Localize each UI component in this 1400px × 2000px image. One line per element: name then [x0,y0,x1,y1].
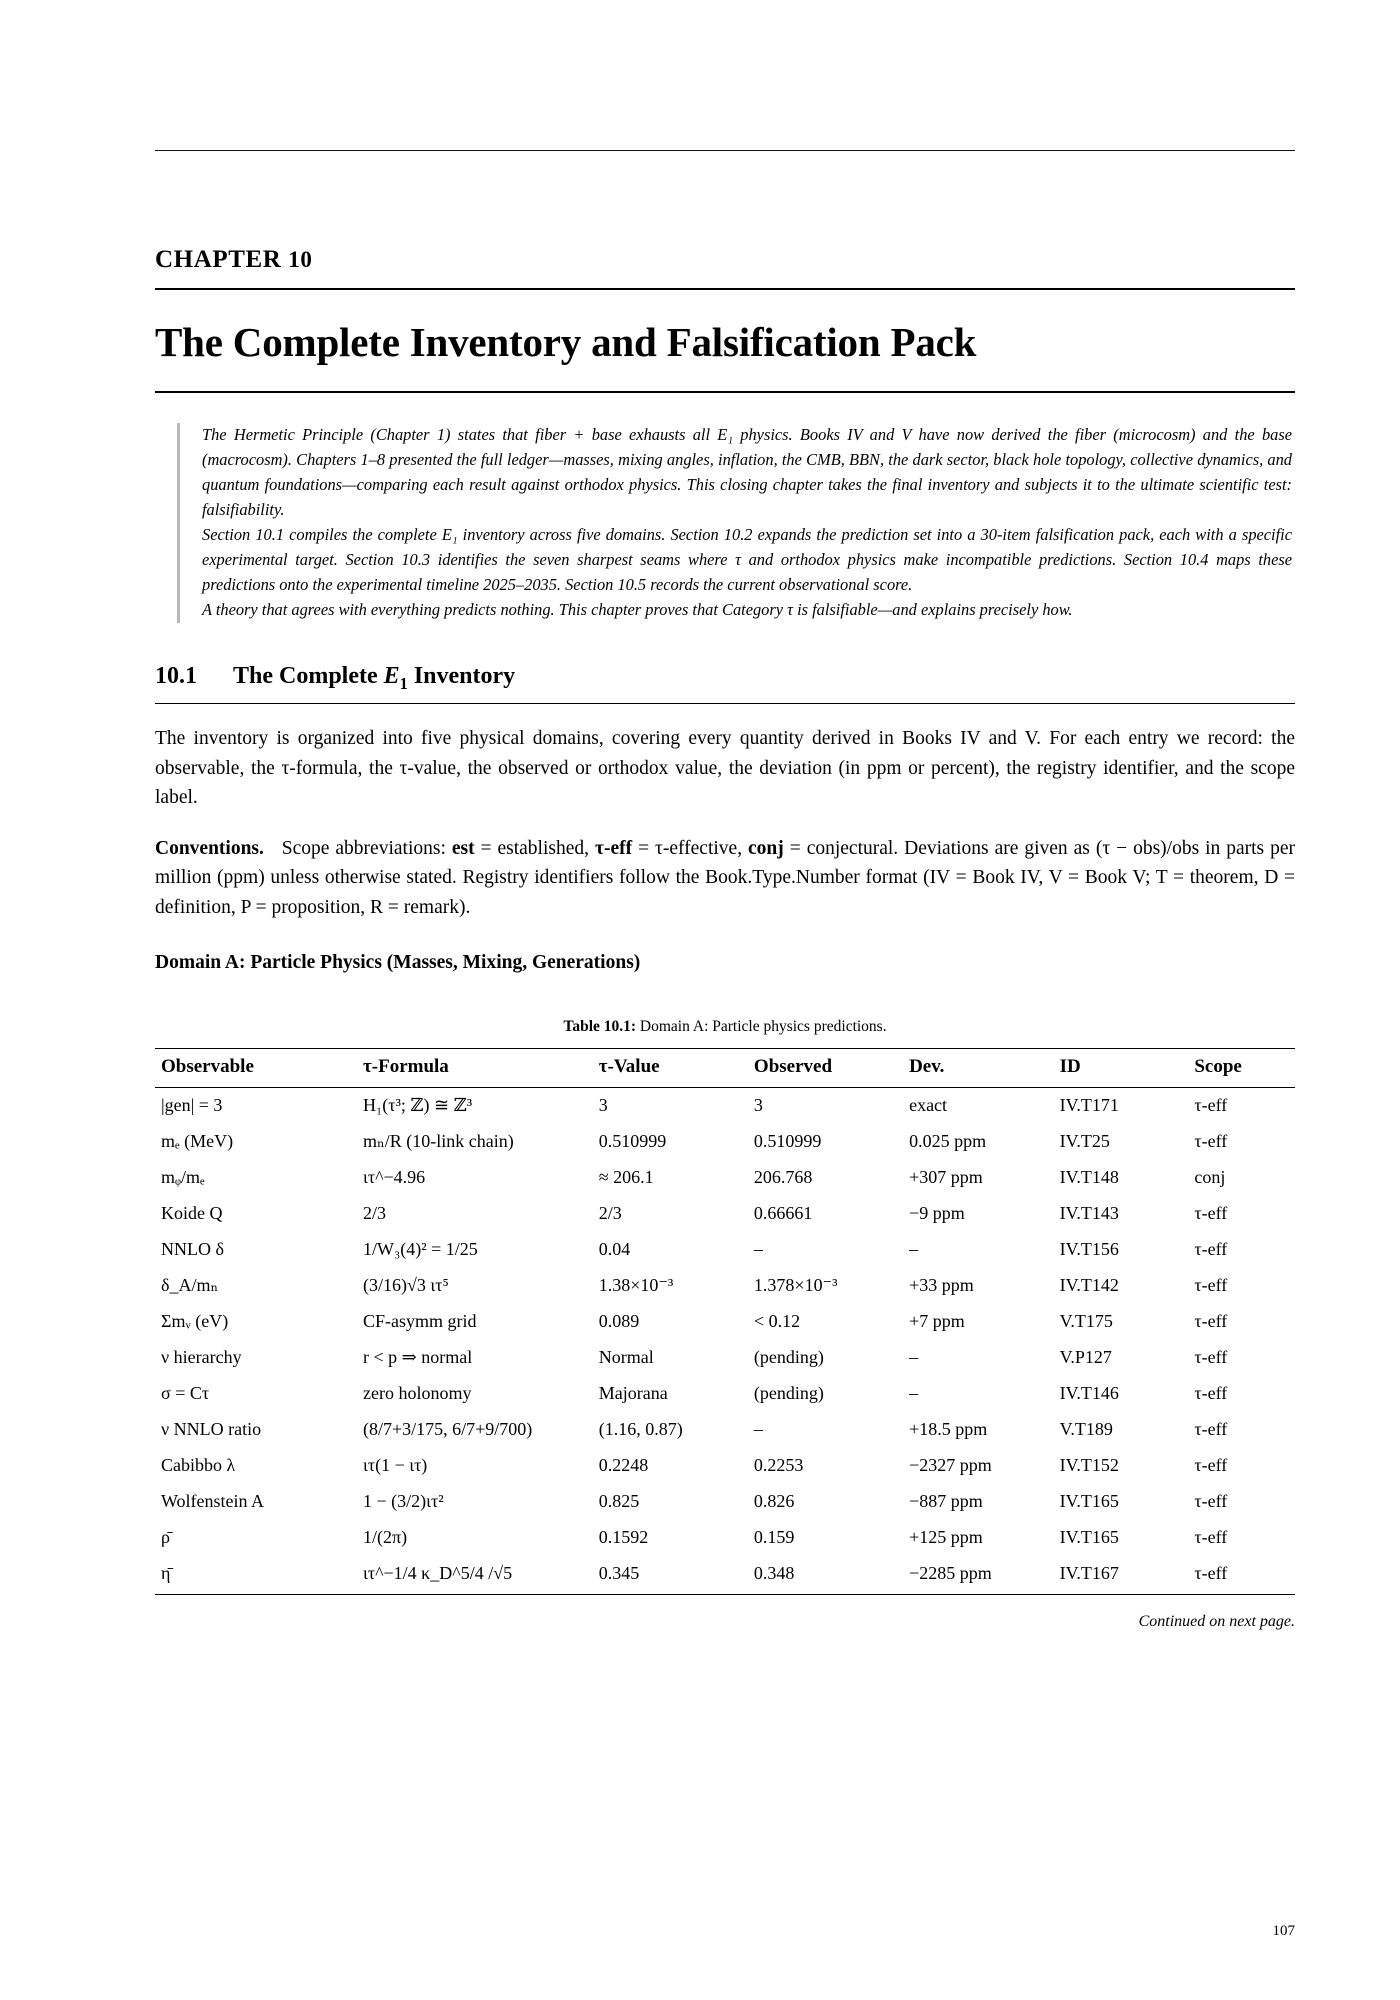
cell-observed: 0.66661 [753,1203,813,1224]
table-row [155,1232,1295,1268]
cell-observable: |gen| = 3 [161,1095,223,1116]
section-title-pre: The Complete [233,662,384,689]
cell-value: 0.510999 [598,1131,667,1152]
table-row [155,1268,1295,1304]
cell-formula: ιτ^−4.96 [363,1167,426,1188]
cell-dev: 0.025 ppm [909,1131,987,1152]
cell-id: V.T175 [1059,1311,1113,1332]
table-caption-text: Domain A: Particle physics predictions. [636,1017,887,1035]
cell-value: 1.38×10⁻³ [598,1275,674,1296]
cell-observable: Koide Q [161,1203,223,1224]
table-caption [155,1018,1295,1036]
cell-id: IV.T156 [1059,1239,1119,1260]
cell-value: 3 [598,1095,608,1116]
table-caption-label: Table 10.1: [563,1017,637,1035]
section-title-post: Inventory [407,662,516,689]
cell-value: 0.825 [598,1491,640,1512]
table-row [155,1087,1295,1124]
cell-value: ≈ 206.1 [598,1167,654,1188]
chapter-label-text: CHAPTER [155,246,282,273]
cell-observed: (pending) [753,1383,824,1404]
abbrev-conj: conj [748,838,784,860]
cell-observable: ν NNLO ratio [161,1419,262,1440]
cell-observed: – [753,1419,763,1440]
cell-formula: ιτ^−1/4 κ_D^5/4 /√5 [357,1556,593,1595]
cell-value: Normal [598,1347,654,1368]
cell-scope: τ-eff [1188,1556,1295,1595]
page-number: 107 [1272,1923,1295,1939]
intro-paragraph: The inventory is organized into five physical domains, covering every quantity derived in Books IV and V. For each entry we record: the observable, the τ-formula, the τ-value, the observed or orthodox value, the deviation (in ppm or percent), the registry identifier, and the scope label. [155,728,1295,808]
cell-dev: +125 ppm [909,1527,983,1548]
page-title: The Complete Inventory and Falsification Pack [155,319,977,365]
column-header-value: τ-Value [593,1048,748,1087]
cell-value: 2/3 [598,1203,622,1224]
chapter-number: 10 [288,247,313,272]
domain-a-table [155,1048,1295,1596]
cell-observed: (pending) [753,1347,824,1368]
header-rule [155,150,1295,151]
cell-observable: mₑ (MeV) [161,1131,234,1152]
cell-id: IV.T142 [1059,1275,1119,1296]
cell-id: IV.T143 [1059,1203,1119,1224]
cell-dev: exact [909,1095,948,1116]
cell-value: 0.04 [598,1239,631,1260]
cell-observable: NNLO δ [161,1239,224,1260]
cell-observed: 0.826 [753,1491,795,1512]
cell-scope: τ-eff [1194,1527,1228,1548]
cell-observed: 1.378×10⁻³ [753,1275,838,1296]
cell-observed: 0.159 [753,1527,795,1548]
table-row [155,1412,1295,1448]
table-row [155,1520,1295,1556]
cell-value: 0.2248 [598,1455,649,1476]
cell-value: (1.16, 0.87) [598,1419,683,1440]
cell-dev: −2327 ppm [909,1455,992,1476]
table-row [155,1124,1295,1160]
cell-scope: τ-eff [1194,1131,1228,1152]
section-title-subscript: 1 [399,673,408,693]
cell-id: V.T189 [1059,1419,1113,1440]
cell-observable: mᵩ/mₑ [161,1167,205,1188]
cell-dev: +33 ppm [909,1275,974,1296]
cell-scope: τ-eff [1194,1455,1228,1476]
cell-observable: ν hierarchy [161,1347,242,1368]
conventions-label: Conventions. [155,838,264,860]
column-header-id: ID [1054,1048,1189,1087]
cell-id: IV.T25 [1059,1131,1110,1152]
cell-formula: ιτ(1 − ιτ) [363,1455,428,1476]
section-title [233,663,515,694]
cell-observable: σ = Cτ [161,1383,210,1404]
cell-observable: δ_A/mₙ [161,1275,219,1296]
abstract-paragraph-3: A theory that agrees with everything predicts nothing. This chapter proves that Category τ is falsifiable—and explains precisely how. [202,599,1073,619]
column-header-observed: Observed [748,1048,903,1087]
table-row [155,1160,1295,1196]
cell-observable: Σmᵥ (eV) [161,1311,229,1332]
cell-scope: τ-eff [1194,1275,1228,1296]
table-row [155,1556,1295,1595]
cell-dev: +7 ppm [909,1311,965,1332]
cell-id: IV.T146 [1059,1383,1119,1404]
abbrev-taueff: τ-eff [594,838,633,860]
conventions-paragraph [155,834,1295,922]
cell-id: IV.T152 [1059,1455,1119,1476]
table-header-row [155,1048,1295,1087]
domain-a-heading: Domain A: Particle Physics (Masses, Mixing, Generations) [155,951,641,973]
cell-observable: η̄ [155,1556,357,1595]
abbrev-taueff-def: = τ-effective, [632,838,749,860]
cell-value: 0.345 [593,1556,748,1595]
cell-value: 0.089 [598,1311,640,1332]
abbrev-est-def: = established, [474,838,595,860]
cell-dev: – [909,1239,919,1260]
cell-scope: τ-eff [1194,1383,1228,1404]
cell-scope: conj [1194,1167,1226,1188]
continued-note: Continued on next page. [1138,1613,1295,1631]
cell-observable: Wolfenstein A [161,1491,265,1512]
column-header-formula: τ-Formula [357,1048,593,1087]
table-row [155,1376,1295,1412]
chapter-label [155,246,1295,274]
abstract-paragraph-2: Section 10.1 compiles the complete E₁ inventory across five domains. Section 10.2 expands the prediction set into a 30-item falsification pack, each with a specific experimental target. Section 10.3 identifies the seven sharpest seams where τ and orthodox physics make incompatible predictions. Section 10.4 maps these predictions onto the experimental timeline 2025–2035. Section 10.5 records the current observational score. [202,524,1292,594]
cell-scope: τ-eff [1194,1347,1228,1368]
cell-dev: −9 ppm [909,1203,965,1224]
table-row [155,1448,1295,1484]
cell-id: IV.T167 [1054,1556,1189,1595]
cell-formula: r < p ⇒ normal [363,1347,473,1368]
cell-observed: 0.348 [748,1556,903,1595]
section-number: 10.1 [155,662,197,689]
cell-observed: 3 [753,1095,763,1116]
section-title-symbol: E [383,662,400,689]
chapter-rule-top [155,288,1295,290]
cell-formula: 1/(2π) [363,1527,408,1548]
cell-formula: (8/7+3/175, 6/7+9/700) [363,1419,533,1440]
cell-id: IV.T165 [1059,1491,1119,1512]
table-row [155,1304,1295,1340]
cell-value: 0.1592 [598,1527,649,1548]
table-header [155,1048,1295,1087]
abstract-paragraph-1: The Hermetic Principle (Chapter 1) states that fiber + base exhausts all E₁ physics. Books IV and V have now derived the fiber (microcosm) and the base (macrocosm). Chapters 1–8 presented the full ledger—masses, mixing angles, inflation, the CMB, BBN, the dark sector, black hole topology, collective dynamics, and quantum foundations—comparing each result against orthodox physics. This closing chapter takes the final inventory and subjects it to the ultimate scientific test: falsifiability. [202,425,1292,519]
cell-observed: 206.768 [753,1167,813,1188]
cell-dev: – [909,1383,919,1404]
cell-formula: 2/3 [363,1203,387,1224]
cell-formula: CF-asymm grid [363,1311,477,1332]
cell-observable: Cabibbo λ [161,1455,236,1476]
cell-formula: mₙ/R (10-link chain) [363,1131,514,1152]
table-row [155,1196,1295,1232]
column-header-observable: Observable [155,1048,357,1087]
table-body [155,1087,1295,1595]
column-header-dev: Dev. [903,1048,1054,1087]
column-header-scope: Scope [1188,1048,1295,1087]
table-row [155,1484,1295,1520]
abstract-block [177,423,1292,623]
cell-dev: −887 ppm [909,1491,983,1512]
cell-dev: – [909,1347,919,1368]
cell-observed: 0.2253 [753,1455,804,1476]
cell-id: IV.T165 [1059,1527,1119,1548]
cell-observed: 0.510999 [753,1131,822,1152]
table-row [155,1340,1295,1376]
cell-observable: ρ̄ [161,1527,170,1548]
cell-scope: τ-eff [1194,1203,1228,1224]
cell-observed: < 0.12 [753,1311,801,1332]
cell-scope: τ-eff [1194,1095,1228,1116]
section-rule [155,703,1295,704]
cell-formula: 1 − (3/2)ιτ² [363,1491,444,1512]
cell-value: Majorana [598,1383,668,1404]
page-content [155,0,1295,1631]
abbrev-conj-def: = conjectural. Deviations are given as (τ − obs)/obs in parts per million (ppm) unless otherwise stated. Registry identifiers follow the Book.Type.Number format (IV = Book IV, V = Book V; T = theorem, D = definition, P = proposition, R = remark). [155,838,1296,918]
cell-dev: +307 ppm [909,1167,983,1188]
cell-formula: H₁(τ³; ℤ) ≅ ℤ³ [363,1095,473,1116]
cell-dev: +18.5 ppm [909,1419,988,1440]
chapter-rule-bottom [155,391,1295,393]
cell-id: IV.T171 [1059,1095,1119,1116]
cell-scope: τ-eff [1194,1491,1228,1512]
conventions-text-lead: Scope abbreviations: [281,838,452,860]
abbrev-est: est [451,838,475,860]
cell-formula: zero holonomy [363,1383,472,1404]
cell-scope: τ-eff [1194,1239,1228,1260]
section-heading [155,663,1295,694]
cell-observed: – [753,1239,763,1260]
cell-dev: −2285 ppm [903,1556,1054,1595]
cell-scope: τ-eff [1194,1419,1228,1440]
cell-scope: τ-eff [1194,1311,1228,1332]
cell-formula: 1/W₃(4)² = 1/25 [363,1239,478,1260]
cell-id: IV.T148 [1059,1167,1119,1188]
cell-id: V.P127 [1059,1347,1112,1368]
cell-formula: (3/16)√3 ιτ⁵ [363,1275,449,1296]
